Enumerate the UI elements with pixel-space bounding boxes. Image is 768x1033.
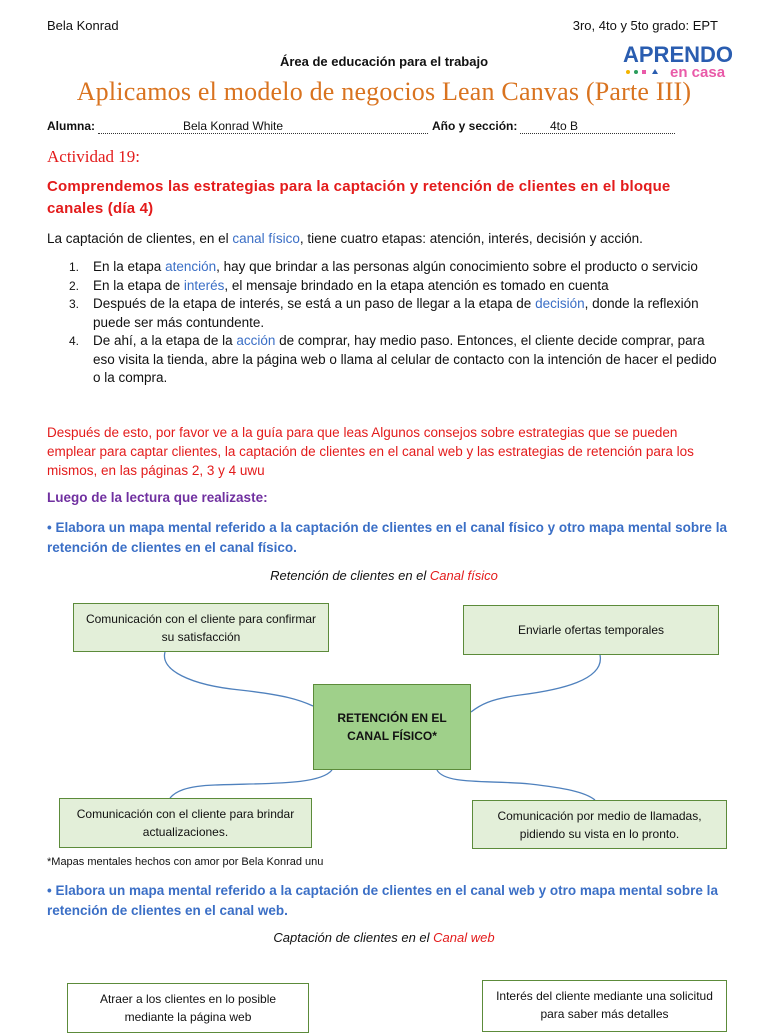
student-name: Bela Konrad White bbox=[98, 119, 428, 134]
luego-heading: Luego de la lectura que realizaste: bbox=[47, 490, 268, 505]
mindmap1-center-node: RETENCIÓN EN EL CANAL FÍSICO* bbox=[313, 684, 471, 770]
task-web: • Elabora un mapa mental referido a la captación de clientes en el canal web y otro mapa mental sobre la retención de clientes en el canal web. bbox=[47, 883, 718, 918]
list-item: 2. En la etapa de interés, el mensaje brindado en la etapa atención es tomado en cuenta bbox=[69, 277, 609, 293]
section-label: Año y sección: bbox=[432, 119, 518, 133]
logo-text-aprendo: APRENDO bbox=[623, 42, 734, 67]
mindmap1-node-top-right: Enviarle ofertas temporales bbox=[463, 605, 719, 655]
activity-subtitle: Comprendemos las estrategias para la captación y retención de clientes en el bloque canales (día 4) bbox=[47, 178, 671, 217]
mindmap1-node-top-left: Comunicación con el cliente para confirmar su satisfacción bbox=[73, 603, 329, 652]
mindmap2-node-left: Atraer a los clientes en lo posible mediante la página web bbox=[67, 983, 309, 1033]
page-title: Aplicamos el modelo de negocios Lean Canvas (Parte III) bbox=[76, 77, 692, 106]
intro-after: , tiene cuatro etapas: atención, interés, decisión y acción. bbox=[299, 231, 643, 246]
area-heading: Área de educación para el trabajo bbox=[279, 54, 489, 69]
mindmap1-caption: Retención de clientes en el Canal físico bbox=[270, 568, 498, 583]
footnote: *Mapas mentales hechos con amor por Bela Konrad unu bbox=[47, 856, 324, 868]
list-item: 3. Después de la etapa de interés, se está a un paso de llegar a la etapa de decisión, donde la reflexión puede ser más contundente. bbox=[69, 296, 699, 330]
activity-heading: Actividad 19: bbox=[47, 147, 141, 166]
mindmap1-node-bottom-right: Comunicación por medio de llamadas, pidiendo su vista en lo pronto. bbox=[472, 800, 727, 849]
grade-label: 3ro, 4to y 5to grado: EPT bbox=[572, 18, 718, 33]
list-item: 4. De ahí, a la etapa de la acción de comprar, hay medio paso. Entonces, el cliente decide comprar, para eso visita la tienda, abre la página web o llama al celular de contacto con la intención de hacer el pedido o la compra. bbox=[69, 333, 717, 385]
intro-before: La captación de clientes, en el bbox=[47, 231, 233, 246]
student-label: Alumna: bbox=[47, 119, 95, 133]
list-item: 1. En la etapa atención, hay que brindar a las personas algún conocimiento sobre el producto o servicio bbox=[69, 259, 698, 274]
intro-highlight: canal físico bbox=[232, 231, 300, 246]
mindmap2-node-right: Interés del cliente mediante una solicitud para saber más detalles bbox=[482, 980, 727, 1032]
author-name: Bela Konrad bbox=[47, 18, 119, 33]
mindmap1-node-bottom-left: Comunicación con el cliente para brindar actualizaciones. bbox=[59, 798, 312, 848]
task-physical: • Elabora un mapa mental referido a la captación de clientes en el canal físico y otro mapa mental sobre la retención de clientes en el canal físico. bbox=[47, 520, 727, 555]
mindmap2-caption: Captación de clientes en el Canal web bbox=[273, 930, 495, 945]
logo-text-en-casa: en casa bbox=[670, 64, 726, 81]
section-value: 4to B bbox=[520, 119, 675, 134]
advice-paragraph: Después de esto, por favor ve a la guía para que leas Algunos consejos sobre estrategias que se pueden emplear para captar clientes, la captación de clientes en el canal web y las estrategias de retención para los mismos, en las páginas 2, 3 y 4 uwu bbox=[47, 425, 694, 478]
